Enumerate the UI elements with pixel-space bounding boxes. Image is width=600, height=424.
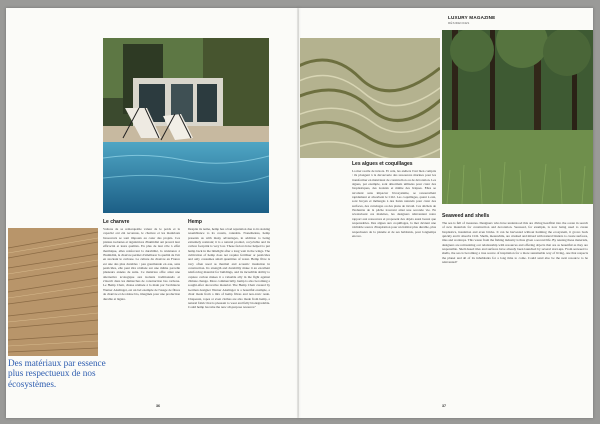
hemp-fibre-photo [8,228,98,356]
seaweed-text-fr: La mer recèle de trésors. Et cela, les ateliers l'ont bien compris : ils plongent à la découverte des ressources marines pour les transformer en matériaux de construction ou de décoration. Les algues, par exemple, sont désormais utilisées pour créer des bioplastiques, des isolants et même des briques. Elles se récoltent sans impacter l'écosystème, se renouvellent rapidement et absorbent le CO2. Les coquillages, quant à eux, sont broyés et mélangés à des liants naturels pour créer des surfaces, des carrelages ou des plans de travail. Ces déchets de l'industrie de la pêche trouvent ainsi une seconde vie. En revalorisant ces matières, les designers réinventent notre rapport aux ressources et proposent des objets aussi beaux que responsables. Des algues aux coquillages, la mer devient une véritable source d'inspiration pour un habitat plus durable, plus respectueux de la planète et de ses habitants, pour longtemps encore. [352,169,436,239]
seaweed-heading-fr: Les algues et coquillages [352,161,413,167]
magazine-title: LUXURY MAGAZINE [448,15,496,20]
hemp-text-en: Despite its name, hemp has a bad reputation due to its stoking resemblance to its cousin, cannabis. Nonetheless, hemp presents us with many advantages, in addition to being extremely resistant; it is a natural product, recyclable and its carbon footprint is very low. These factors have helped to put hemp back in the limelight after a long wait in the wings. The cultivation of hemp does not require fertiliser or pesticides and only consumes small quantities of water. Hemp fibre is very often used as thermal and acoustic insulation in construction. Its strength and durability make it an excellent reinforcing material for buildings, and its incredible ability to capture carbon makes it a valuable ally in the fight against climate change. More commercially, hemp is also becoming a sought-after decorative material. The Hemp Chair created by German designer Werner Aisslinger is a beautiful example, a chair made from a mix of hemp fibres and non-toxic resin. Chapeaux, ropes or even clothes are also made from hemp, a natural fabric that is pleasant to wear and fully biodegradable. Could hemp become the new all-purpose resource? [188,227,270,310]
hemp-text-fr: Voilons de sa remarquable valeur de le poids et la capacité ont été reconnus, le chanvre et les matériaux biosourcés se sont imposés au cœur des projets. Ces plantes isolantes et régulatrices d'humidité ont prouvé leur efficacité et leurs qualités. En plus de leur rôle à effet thermique, elles renforcent la durabilité, la résistance à l'humidité, le chanvre permet d'améliorer la qualité de l'air en stockant le carbone. La culture du chanvre en France est une des plus durables : peu gourmande en eau, sans pesticides, elle peut être réalisée sur une même parcelle plusieurs années de suite. Ce matériau offre ainsi une alternative écologique aux isolants traditionnels et s'inscrit dans les démarches de construction bas carbone. Le Hemp Chair, chaise réalisée à la main par l'architecte Werner Aisslinger, est un bel exemple de l'usage de fibres de chanvre et de résine bio, imaginée pour une production durable et légère. [103,227,180,301]
seaweed-heading-en: Seaweed and shells [442,213,490,219]
page-number-right: 37 [442,404,446,408]
hemp-heading-fr: Le chanvre [103,219,130,225]
section-label: RÉSIDENCES [448,21,470,25]
forest-landscape-photo [442,30,593,204]
pull-quote: Des matériaux par essence plus respectueux de nos écosystèmes. [8,358,106,389]
page-number-left: 36 [156,404,160,408]
seaweed-text-en: The sea is full of treasures. Designers who have understood this are diving headfirst into the ocean in search of new materials for construction and decoration. Seaweed, for example, is now being used to create bioplastics, insulation and even bricks. It can be harvested without harming the ecosystem, it grows back quickly and it absorbs CO2. Shells, meanwhile, are crushed and mixed with natural binders to create surfaces, tiles and worktops. This waste from the fishing industry is thus given a second life. By reusing these materials, designers are reinventing our relationship with resources and offering objects that are as beautiful as they are responsible. Shell-based tiles and surfaces have already been launched by several start-ups. From seaweed to shells, the sea is becoming a true source of inspiration for a more sustainable way of living, one that respects the planet and all of its inhabitants for a long time to come. Could sand also be the next resource to be reinvented? [442,221,588,265]
seaweed-closeup-photo [300,38,440,158]
hemp-heading-en: Hemp [188,219,202,225]
pool-chair-photo [103,38,269,213]
